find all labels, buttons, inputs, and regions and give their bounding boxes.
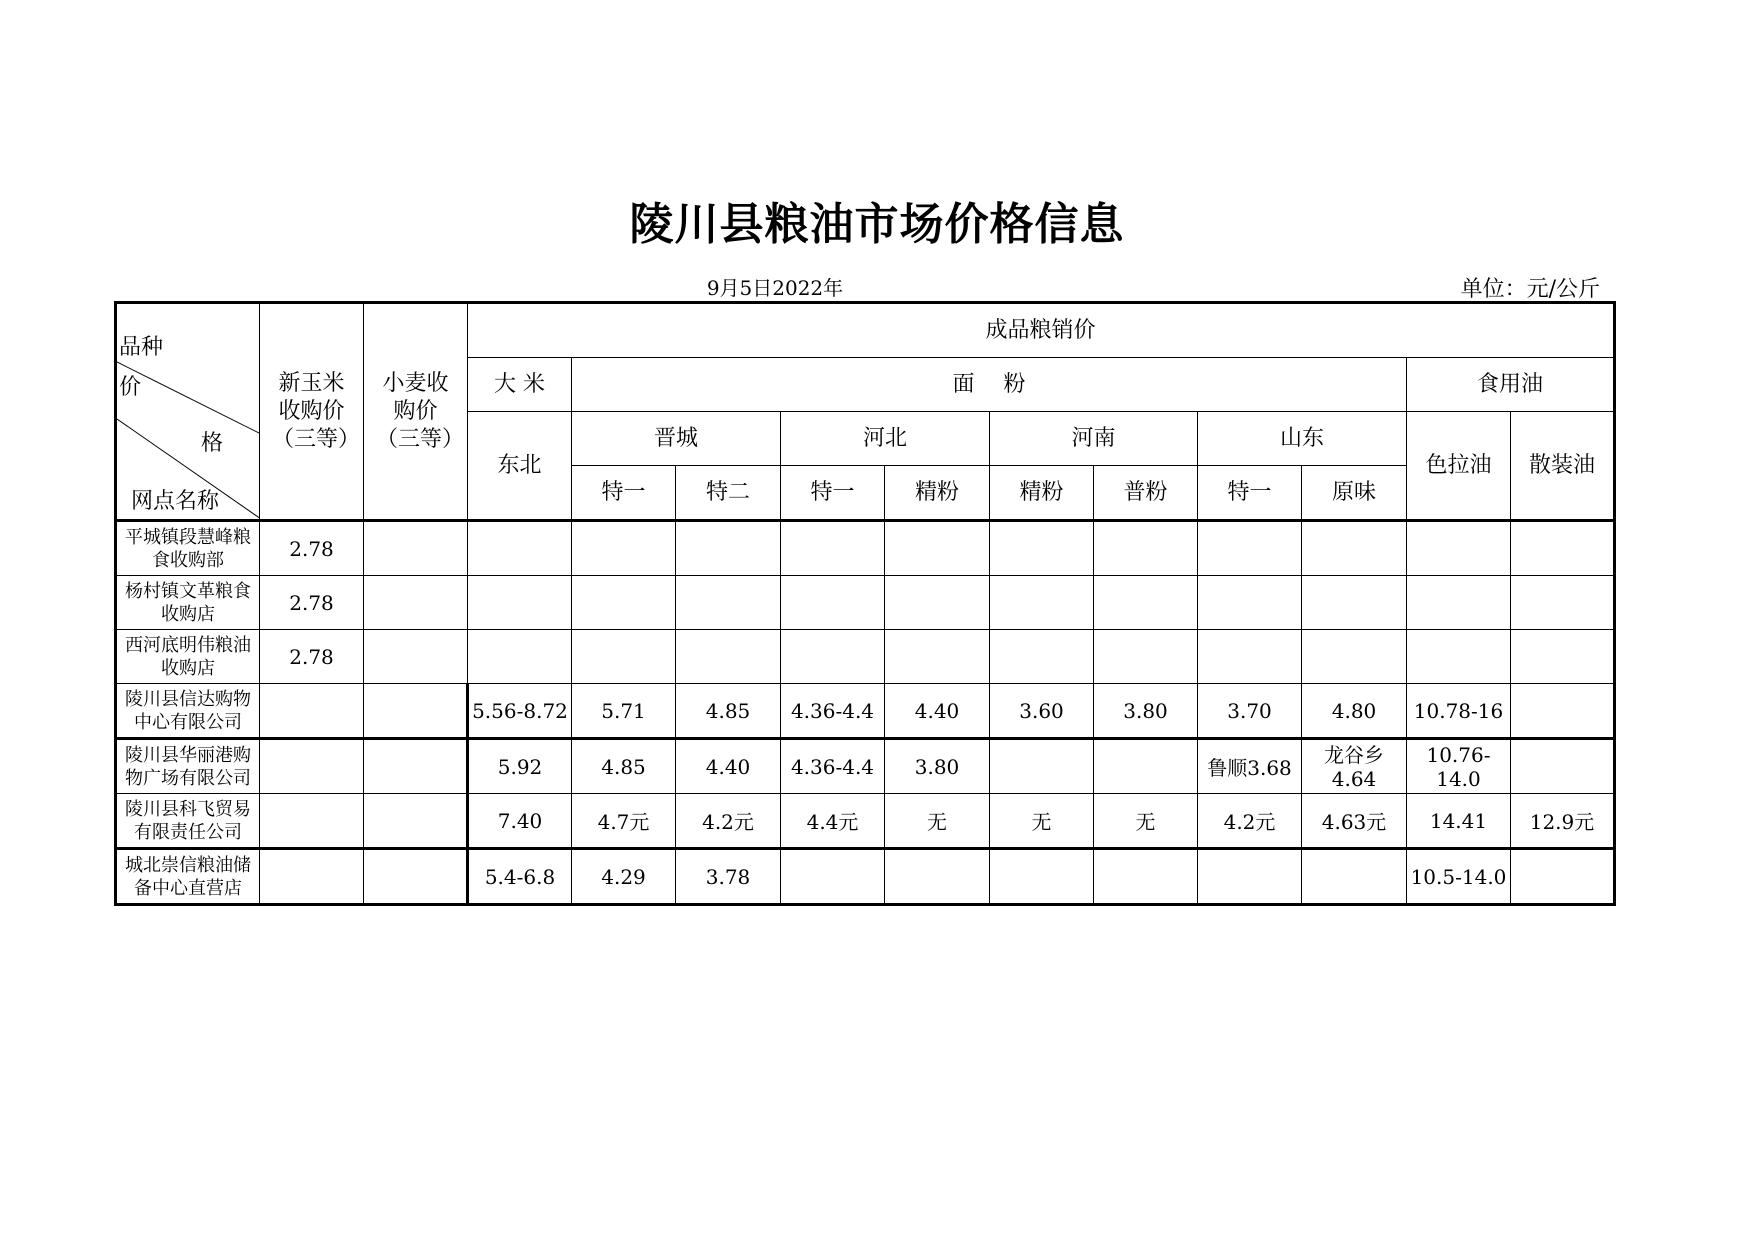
- price-cell: [1511, 630, 1615, 684]
- price-cell: [1511, 684, 1615, 739]
- price-cell: [1511, 576, 1615, 630]
- price-cell: [364, 521, 468, 576]
- price-cell: [781, 521, 885, 576]
- shandong-header: 山东: [1198, 412, 1407, 466]
- price-cell: [260, 684, 364, 739]
- price-cell: [364, 849, 468, 905]
- oil-header: 食用油: [1407, 358, 1615, 412]
- table-row: [116, 521, 1615, 576]
- price-cell: [676, 576, 781, 630]
- price-cell: [1094, 849, 1198, 905]
- price-cell: [781, 576, 885, 630]
- price-cell: [990, 576, 1094, 630]
- price-cell: 4.80: [1302, 684, 1407, 739]
- price-cell: 无: [885, 794, 990, 849]
- table-row: [116, 576, 1615, 630]
- price-cell: 4.40: [885, 684, 990, 739]
- report-date: 9月5日2022年: [706, 276, 844, 300]
- price-cell: 4.2元: [1198, 794, 1302, 849]
- wheat-price-header: 小麦收购价（三等）: [364, 303, 468, 521]
- page-title: 陵川县粮油市场价格信息: [629, 199, 1125, 250]
- price-cell: [572, 630, 676, 684]
- price-cell: 14.41: [1407, 794, 1511, 849]
- price-cell: [1198, 521, 1302, 576]
- price-cell: 2.78: [260, 521, 364, 576]
- jincheng-header: 晋城: [572, 412, 781, 466]
- price-cell: [1302, 521, 1407, 576]
- outlet-name: 西河底明伟粮油收购店: [116, 630, 260, 684]
- corner-label-variety: 品种: [119, 335, 164, 360]
- table-row: [116, 684, 1615, 739]
- price-cell: 鲁顺3.68: [1198, 739, 1302, 794]
- price-cell: 10.5-14.0: [1407, 849, 1511, 905]
- price-cell: [1094, 576, 1198, 630]
- price-cell: [885, 576, 990, 630]
- price-cell: [990, 739, 1094, 794]
- outlet-name: 平城镇段慧峰粮食收购部: [116, 521, 260, 576]
- price-cell: [572, 521, 676, 576]
- price-table: [114, 301, 1616, 906]
- finished-grain-header: 成品粮销价: [468, 303, 1615, 358]
- price-cell: 2.78: [260, 630, 364, 684]
- hebei-header: 河北: [781, 412, 990, 466]
- price-cell: [260, 794, 364, 849]
- table-row: [116, 630, 1615, 684]
- price-cell: [1511, 739, 1615, 794]
- price-cell: [364, 630, 468, 684]
- grade-header: 特一: [1198, 466, 1302, 521]
- price-cell: [1511, 849, 1615, 905]
- corner-label-price-2: 格: [201, 431, 224, 456]
- price-cell: 12.9元: [1511, 794, 1615, 849]
- table-row: [116, 739, 1615, 794]
- price-cell: 龙谷乡4.64: [1302, 739, 1407, 794]
- price-cell: 4.85: [676, 684, 781, 739]
- price-cell: 3.80: [1094, 684, 1198, 739]
- price-cell: 4.29: [572, 849, 676, 905]
- price-cell: [1094, 739, 1198, 794]
- grade-header: 特一: [572, 466, 676, 521]
- price-cell: [885, 521, 990, 576]
- outlet-name: 陵川县华丽港购物广场有限公司: [116, 739, 260, 794]
- grade-header: 特一: [781, 466, 885, 521]
- price-cell: [781, 630, 885, 684]
- price-cell: [1302, 849, 1407, 905]
- outlet-name: 杨村镇文革粮食收购店: [116, 576, 260, 630]
- price-cell: [1094, 521, 1198, 576]
- price-cell: 5.56-8.72: [468, 684, 572, 739]
- price-cell: [1302, 576, 1407, 630]
- price-cell: [990, 630, 1094, 684]
- price-cell: [676, 630, 781, 684]
- corner-label-price-1: 价: [119, 375, 142, 400]
- grade-header: 原味: [1302, 466, 1407, 521]
- table-row: [116, 849, 1615, 905]
- price-cell: 3.60: [990, 684, 1094, 739]
- price-cell: [468, 630, 572, 684]
- price-cell: 4.36-4.4: [781, 739, 885, 794]
- price-cell: [1094, 630, 1198, 684]
- rice-northeast-header: 东北: [468, 412, 572, 521]
- price-cell: [1198, 849, 1302, 905]
- grade-header: 精粉: [885, 466, 990, 521]
- price-cell: [260, 849, 364, 905]
- salad-oil-header: 色拉油: [1407, 412, 1511, 521]
- price-cell: 3.70: [1198, 684, 1302, 739]
- grade-header: 精粉: [990, 466, 1094, 521]
- price-cell: [1407, 630, 1511, 684]
- henan-header: 河南: [990, 412, 1198, 466]
- outlet-name: 陵川县信达购物中心有限公司: [116, 684, 260, 739]
- price-cell: [885, 630, 990, 684]
- price-cell: [572, 576, 676, 630]
- price-cell: 5.4-6.8: [468, 849, 572, 905]
- price-cell: [1198, 630, 1302, 684]
- price-cell: [885, 849, 990, 905]
- price-cell: 4.4元: [781, 794, 885, 849]
- price-cell: [364, 794, 468, 849]
- price-cell: [364, 576, 468, 630]
- price-cell: [676, 521, 781, 576]
- price-cell: 5.92: [468, 739, 572, 794]
- price-cell: [260, 739, 364, 794]
- price-cell: [468, 576, 572, 630]
- price-cell: 10.78-16: [1407, 684, 1511, 739]
- price-cell: [1407, 521, 1511, 576]
- table-row: [116, 794, 1615, 849]
- price-cell: [1511, 521, 1615, 576]
- rice-header: 大 米: [468, 358, 572, 412]
- price-cell: 2.78: [260, 576, 364, 630]
- price-cell: 4.2元: [676, 794, 781, 849]
- price-cell: 7.40: [468, 794, 572, 849]
- price-cell: [781, 849, 885, 905]
- corner-label-outlet: 网点名称: [131, 489, 220, 514]
- price-cell: [1407, 576, 1511, 630]
- price-cell: [364, 739, 468, 794]
- price-cell: 4.40: [676, 739, 781, 794]
- outlet-name: 陵川县科飞贸易有限责任公司: [116, 794, 260, 849]
- price-cell: 3.78: [676, 849, 781, 905]
- corn-price-header: 新玉米收购价（三等）: [260, 303, 364, 521]
- grade-header: 普粉: [1094, 466, 1198, 521]
- flour-header: 面 粉: [572, 358, 1407, 412]
- price-cell: [364, 684, 468, 739]
- price-cell: [1302, 630, 1407, 684]
- price-cell: 5.71: [572, 684, 676, 739]
- price-cell: [1198, 576, 1302, 630]
- price-cell: [990, 849, 1094, 905]
- price-cell: 4.63元: [1302, 794, 1407, 849]
- price-cell: 无: [1094, 794, 1198, 849]
- price-cell: [468, 521, 572, 576]
- outlet-name: 城北崇信粮油储备中心直营店: [116, 849, 260, 905]
- bulk-oil-header: 散装油: [1511, 412, 1615, 521]
- price-cell: 10.76-14.0: [1407, 739, 1511, 794]
- price-cell: 4.85: [572, 739, 676, 794]
- corner-header-cell: [116, 303, 260, 521]
- price-cell: 无: [990, 794, 1094, 849]
- price-cell: 4.36-4.4: [781, 684, 885, 739]
- grade-header: 特二: [676, 466, 781, 521]
- price-cell: 4.7元: [572, 794, 676, 849]
- price-cell: [990, 521, 1094, 576]
- unit-label: 单位：元/公斤: [1460, 277, 1600, 302]
- price-cell: 3.80: [885, 739, 990, 794]
